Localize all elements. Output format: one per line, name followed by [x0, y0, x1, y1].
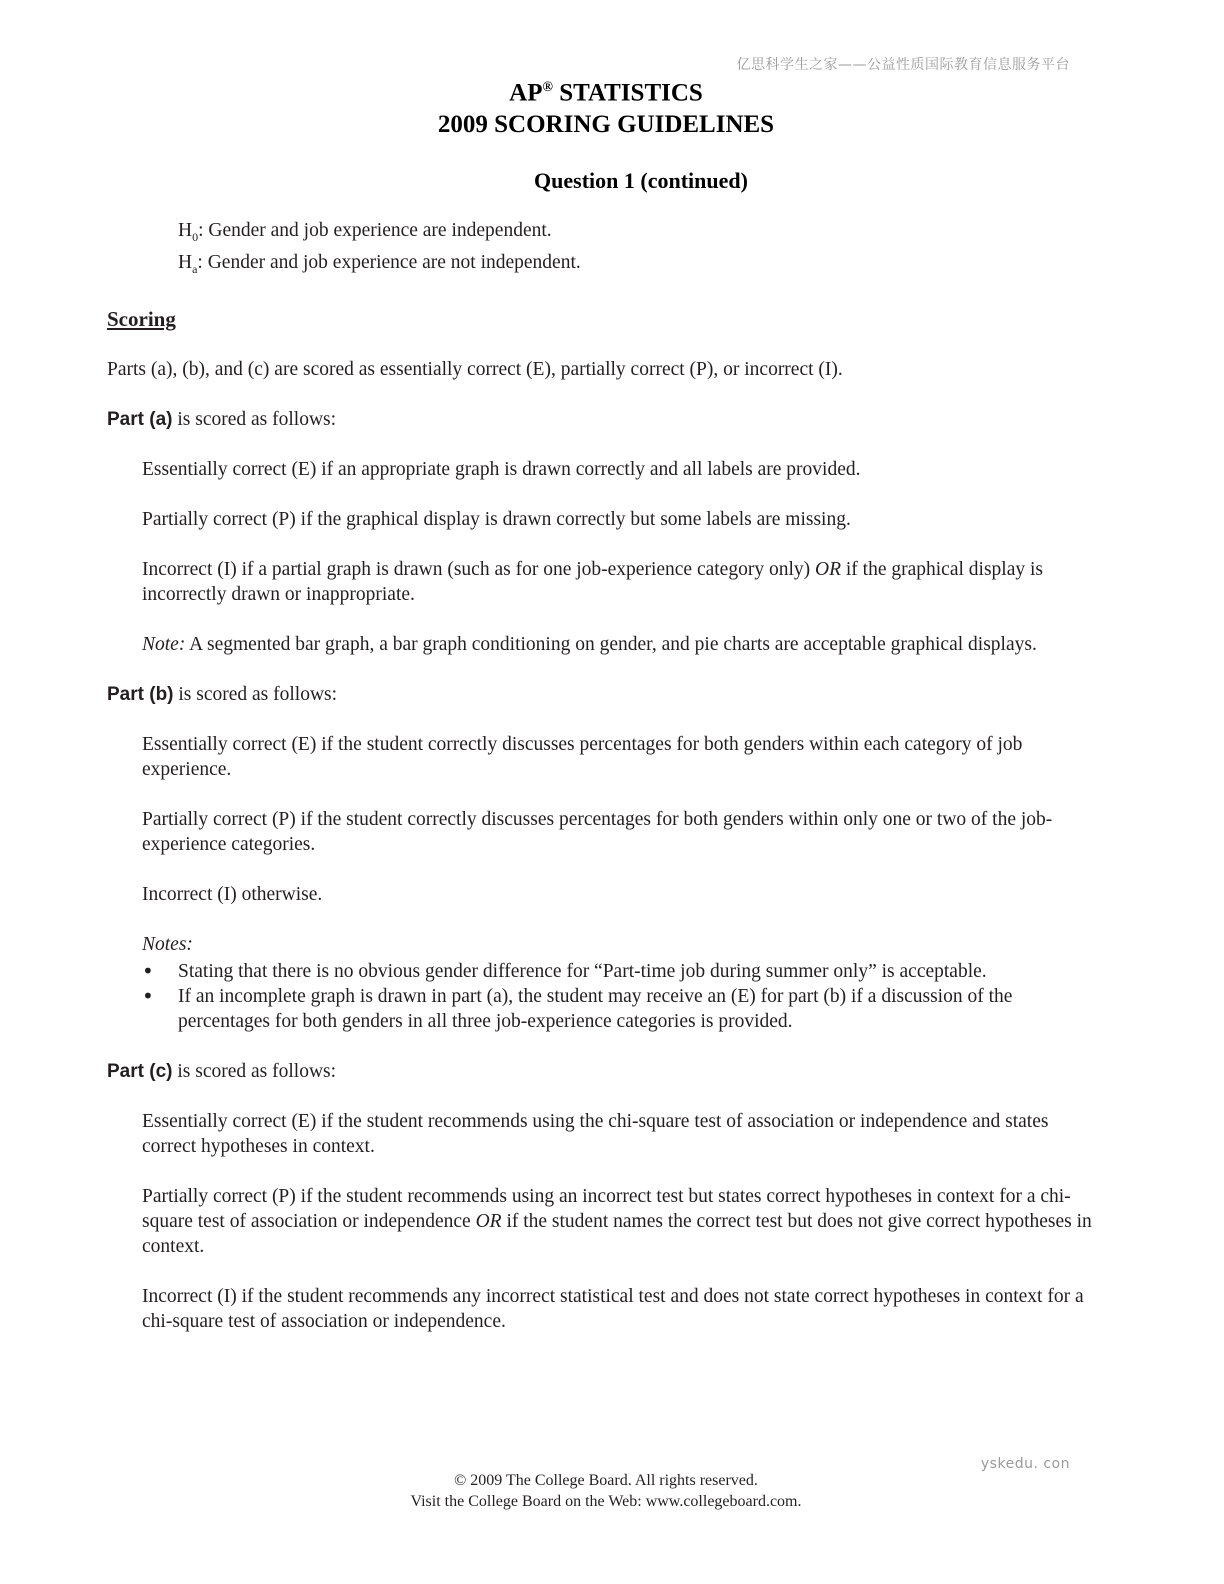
- part-a-incorrect: Incorrect (I) if a partial graph is drawn (such as for one job-experience category only) OR if the graphical display is incorrectly drawn or inappropriate.: [142, 558, 1043, 605]
- header-subtitle: 2009 SCORING GUIDELINES: [437, 111, 775, 139]
- scoring-heading: Scoring: [107, 306, 176, 331]
- part-a-essentially-correct: Essentially correct (E) if an appropriate graph is drawn correctly and all labels are provided.: [142, 458, 861, 480]
- alt-hypothesis: $H_a$: Gender and job experience are not independent.: [178, 251, 581, 276]
- page-footer: [0, 1470, 1212, 1512]
- list-item: • Stating that there is no obvious gender difference for “Part-time job during summer only” is acceptable.: [142, 959, 1107, 984]
- scoring-intro: Parts (a), (b), and (c) are scored as essentially correct (E), partially correct (P), or incorrect (I).: [107, 358, 843, 380]
- part-c-essentially-correct: Essentially correct (E) if the student recommends using the chi-square test of association or independence and states correct hypotheses in context.: [142, 1110, 1049, 1157]
- part-c-heading: Part (c) is scored as follows:: [107, 1060, 337, 1082]
- page-header: [0, 72, 1212, 141]
- part-b-incorrect: Incorrect (I) otherwise.: [142, 883, 323, 905]
- null-hypothesis: $H_0$: Gender and job experience are independent.: [178, 220, 552, 244]
- document-body: [107, 218, 1107, 1334]
- part-b-notes-label: Notes:: [142, 933, 193, 955]
- part-c-partially-correct: Partially correct (P) if the student recommends using an incorrect test but states correct hypotheses in context for a chi-square test of association or independence OR if the student names the correct test but does not give correct hypotheses in context.: [142, 1185, 1092, 1257]
- part-b-heading: Part (b) is scored as follows:: [107, 683, 338, 705]
- part-b-essentially-correct: Essentially correct (E) if the student correctly discusses percentages for both genders within each category of job experience.: [142, 733, 1023, 780]
- header-title: AP® STATISTICS: [509, 79, 703, 107]
- watermark-top: 亿思科学生之家——公益性质国际教育信息服务平台: [736, 57, 1070, 73]
- part-a-partially-correct: Partially correct (P) if the graphical display is drawn correctly but some labels are missing.: [142, 508, 851, 530]
- part-c-incorrect: Incorrect (I) if the student recommends any incorrect statistical test and does not state correct hypotheses in context for a chi-square test of association or independence.: [142, 1285, 1084, 1332]
- copyright: © 2009 The College Board. All rights reserved.: [454, 1472, 758, 1489]
- part-a-heading: Part (a) is scored as follows:: [107, 408, 337, 430]
- part-b-partially-correct: Partially correct (P) if the student correctly discusses percentages for both genders within only one or two of the job-experience categories.: [142, 808, 1053, 855]
- question-heading: Question 1 (continued): [534, 168, 748, 193]
- list-item: • If an incomplete graph is drawn in part (a), the student may receive an (E) for part (b) if a discussion of the percentages for both genders in all three job-experience categories is provided.: [142, 984, 1107, 1034]
- part-a-note: Note: A segmented bar graph, a bar graph conditioning on gender, and pie charts are acceptable graphical displays.: [142, 633, 1037, 655]
- part-b-notes-list: [142, 959, 1107, 1034]
- registered-mark: ®: [542, 80, 553, 95]
- website-note: Visit the College Board on the Web: www.collegeboard.com.: [410, 1493, 802, 1510]
- watermark-bottom: yskedu. con: [980, 1456, 1070, 1472]
